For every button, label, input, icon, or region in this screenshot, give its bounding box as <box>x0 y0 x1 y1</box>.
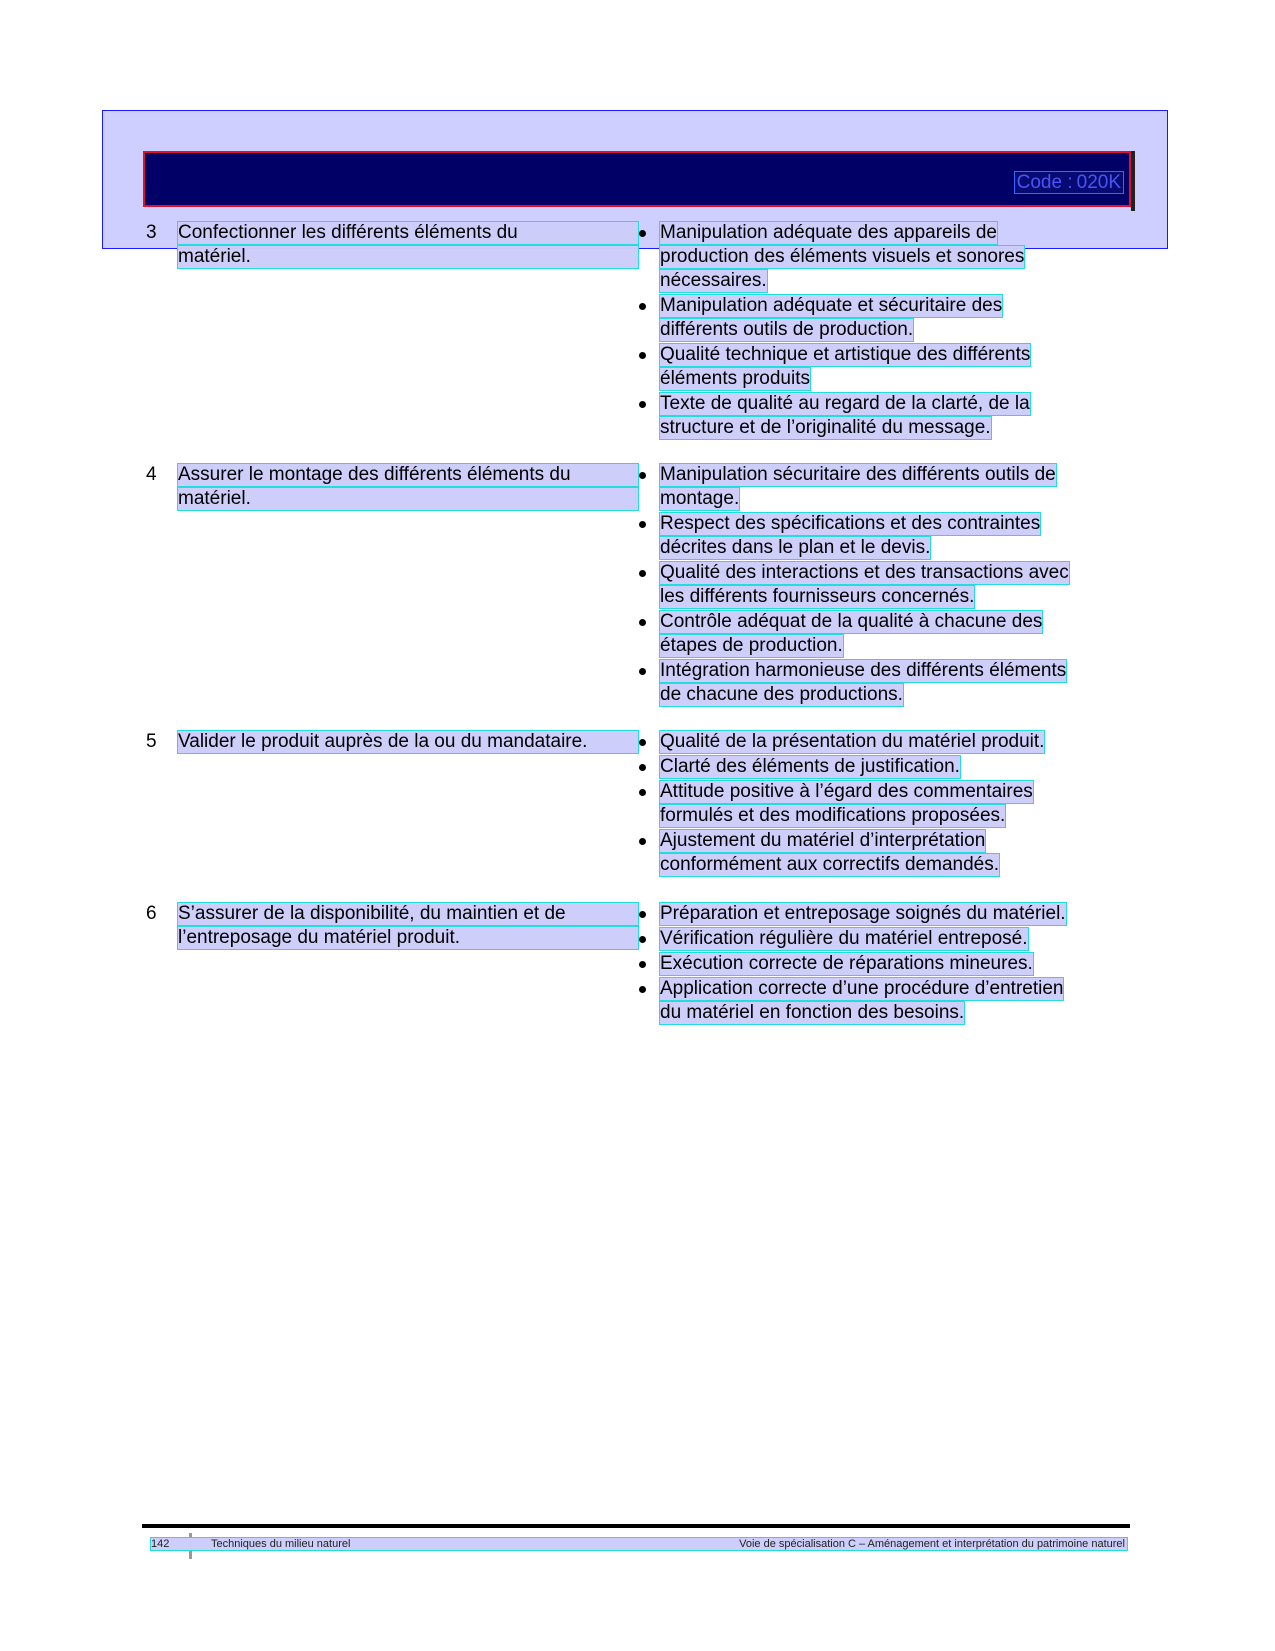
bullet-icon <box>639 789 646 796</box>
bullet-icon <box>639 838 646 845</box>
criterion-line: de chacune des productions. <box>660 684 903 705</box>
competency-banner <box>143 151 1131 207</box>
task-title-line: matériel. <box>178 246 638 268</box>
banner-shadow <box>1131 151 1135 211</box>
criterion-line: éléments produits <box>660 368 810 389</box>
bullet-icon <box>639 619 646 626</box>
criterion-line: montage. <box>660 488 740 509</box>
criterion-line: Qualité technique et artistique des différents <box>660 344 1031 365</box>
task-title-line: matériel. <box>178 488 638 510</box>
bullet-icon <box>639 668 646 675</box>
criterion-line: Manipulation adéquate des appareils de <box>660 222 997 243</box>
criterion-line: différents outils de production. <box>660 319 914 340</box>
bullet-icon <box>639 303 646 310</box>
bullet-icon <box>639 936 646 943</box>
criterion-line: Exécution correcte de réparations mineures. <box>660 953 1033 974</box>
criterion-line: Clarté des éléments de justification. <box>660 756 960 777</box>
page-number: 142 <box>151 1538 170 1550</box>
bullet-icon <box>639 472 646 479</box>
criterion-line: conformément aux correctifs demandés. <box>660 854 999 875</box>
criterion-line: Application correcte d’une procédure d’entretien <box>660 978 1064 999</box>
footer-specialization: Voie de spécialisation C – Aménagement et interprétation du patrimoine naturel <box>739 1538 1125 1550</box>
task-title-line: Assurer le montage des différents éléments du <box>178 464 638 486</box>
criterion-line: décrites dans le plan et le devis. <box>660 537 931 558</box>
bullet-icon <box>639 739 646 746</box>
bullet-icon <box>639 521 646 528</box>
criterion-line: formulés et des modifications proposées. <box>660 805 1006 826</box>
criterion-line: Intégration harmonieuse des différents éléments <box>660 660 1067 681</box>
criterion-line: Contrôle adéquat de la qualité à chacune des <box>660 611 1043 632</box>
criterion-line: Manipulation sécuritaire des différents outils de <box>660 464 1056 485</box>
code-value: 020K <box>1076 172 1121 193</box>
task-title-line: S’assurer de la disponibilité, du maintien et de <box>178 903 638 925</box>
task-number: 3 <box>146 222 157 243</box>
criterion-line: Qualité des interactions et des transactions avec <box>660 562 1069 583</box>
criterion-line: Manipulation adéquate et sécuritaire des <box>660 295 1003 316</box>
criterion-line: étapes de production. <box>660 635 843 656</box>
page-footer <box>151 1538 1127 1550</box>
criterion-line: Préparation et entreposage soignés du matériel. <box>660 903 1066 924</box>
criterion-line: Attitude positive à l’égard des commentaires <box>660 781 1033 802</box>
task-number: 6 <box>146 903 157 924</box>
task-title-line: l’entreposage du matériel produit. <box>178 927 638 949</box>
criterion-line: nécessaires. <box>660 270 767 291</box>
footer-program: Techniques du milieu naturel <box>211 1538 351 1550</box>
bullet-icon <box>639 911 646 918</box>
criterion-line: Qualité de la présentation du matériel produit. <box>660 731 1045 752</box>
footer-rule <box>142 1524 1130 1528</box>
bullet-icon <box>639 401 646 408</box>
bullet-icon <box>639 230 646 237</box>
task-title-line: Confectionner les différents éléments du <box>178 222 638 244</box>
criterion-line: du matériel en fonction des besoins. <box>660 1002 965 1023</box>
criterion-line: Vérification régulière du matériel entreposé. <box>660 928 1028 949</box>
criterion-line: Ajustement du matériel d’interprétation <box>660 830 986 851</box>
competency-code <box>1015 172 1123 193</box>
task-title-line: Valider le produit auprès de la ou du mandataire. <box>178 731 638 753</box>
task-number: 5 <box>146 731 157 752</box>
criterion-line: Texte de qualité au regard de la clarté, de la <box>660 393 1030 414</box>
criterion-line: les différents fournisseurs concernés. <box>660 586 975 607</box>
criterion-line: structure et de l’originalité du message. <box>660 417 991 438</box>
bullet-icon <box>639 986 646 993</box>
bullet-icon <box>639 961 646 968</box>
bullet-icon <box>639 352 646 359</box>
criterion-line: production des éléments visuels et sonores <box>660 246 1025 267</box>
bullet-icon <box>639 570 646 577</box>
bullet-icon <box>639 764 646 771</box>
task-number: 4 <box>146 464 157 485</box>
code-label: Code : <box>1016 172 1073 193</box>
criterion-line: Respect des spécifications et des contraintes <box>660 513 1041 534</box>
